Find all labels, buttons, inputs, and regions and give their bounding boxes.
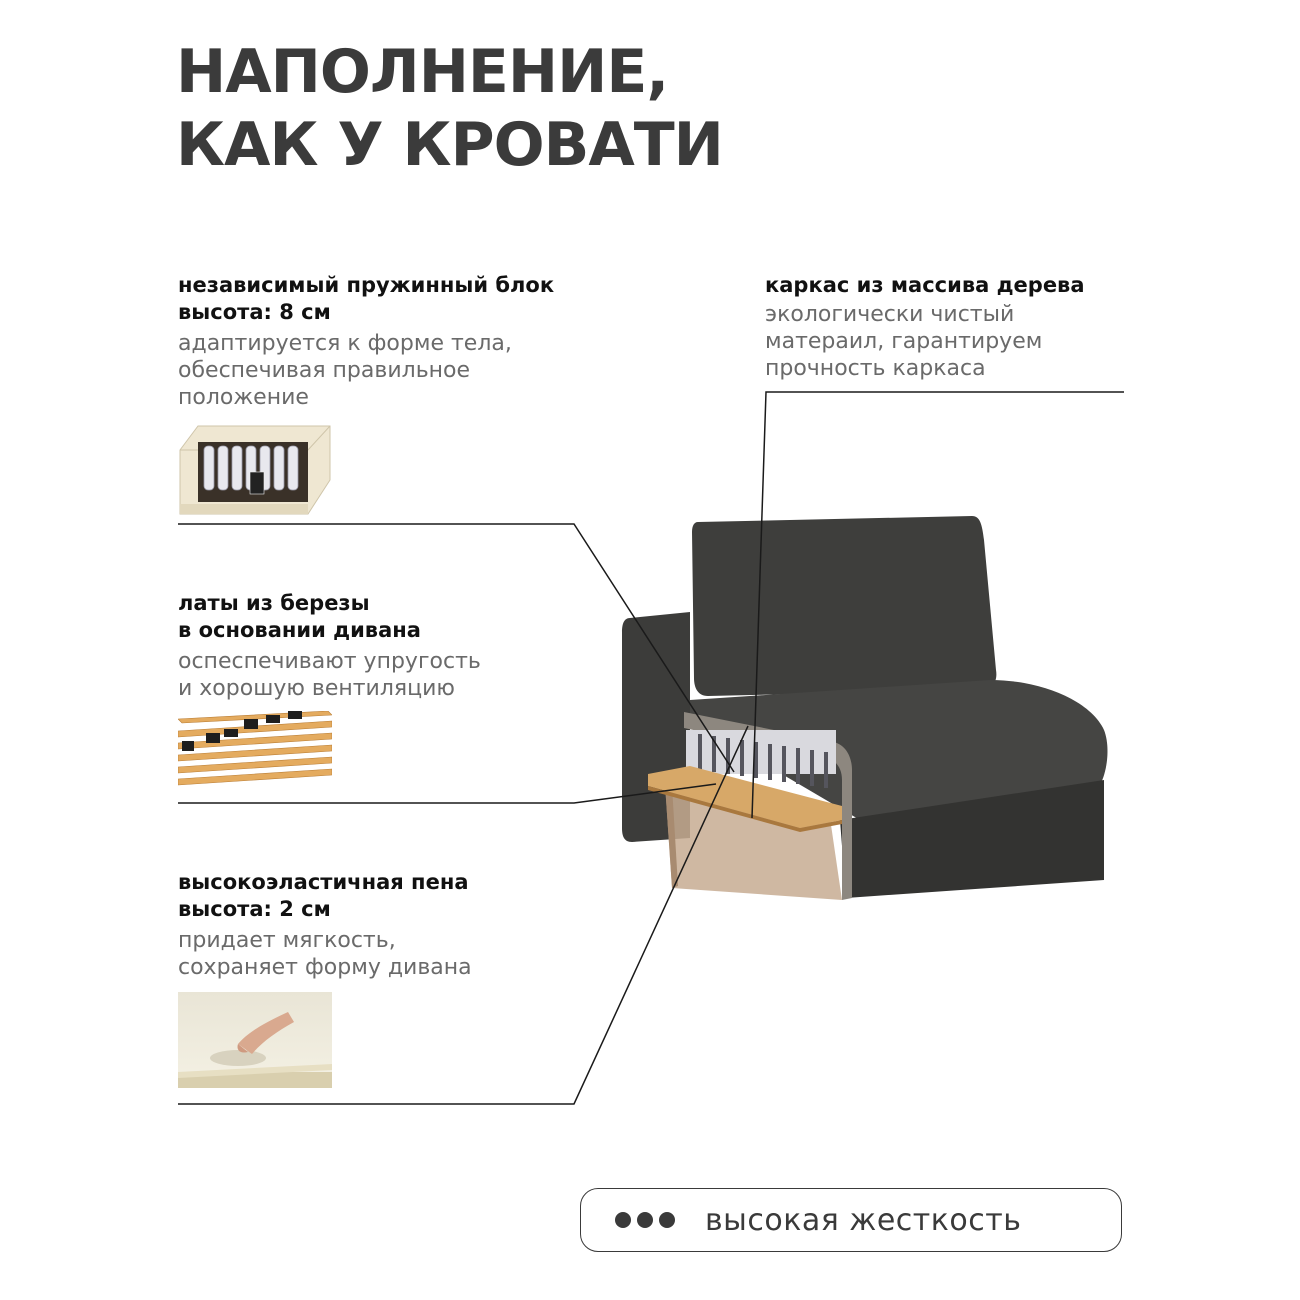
feature-heading: латы из березы bbox=[178, 591, 370, 615]
stiffness-dot bbox=[615, 1212, 631, 1228]
stiffness-label: высокая жесткость bbox=[705, 1202, 1022, 1238]
feature-birch-slats bbox=[178, 590, 481, 702]
slats-thumbnail bbox=[178, 711, 332, 787]
feature-spring-block bbox=[178, 272, 554, 411]
feature-description: сохраняет форму дивана bbox=[178, 955, 472, 980]
feature-height: высота: 8 см bbox=[178, 300, 331, 324]
feature-description: положение bbox=[178, 385, 309, 410]
feature-description: матераил, гарантируем bbox=[765, 329, 1043, 354]
stiffness-badge bbox=[580, 1188, 1122, 1252]
feature-description: экологически чистый bbox=[765, 302, 1015, 327]
title-line-1: НАПОЛНЕНИЕ, bbox=[176, 37, 669, 107]
feature-heading: в основании дивана bbox=[178, 618, 421, 642]
feature-heading: каркас из массива дерева bbox=[765, 273, 1085, 297]
feature-description: и хорошую вентиляцию bbox=[178, 676, 455, 701]
feature-description: адаптируется к форме тела, bbox=[178, 331, 512, 356]
feature-description: оспеспечивают упругость bbox=[178, 649, 481, 674]
feature-heading: высокоэластичная пена bbox=[178, 870, 469, 894]
feature-wood-frame bbox=[765, 272, 1085, 382]
feature-description: обеспечивая правильное bbox=[178, 358, 471, 383]
feature-height: высота: 2 см bbox=[178, 897, 331, 921]
feature-heading: независимый пружинный блок bbox=[178, 273, 555, 297]
title-line-2: КАК У КРОВАТИ bbox=[176, 110, 723, 180]
stiffness-dot bbox=[637, 1212, 653, 1228]
feature-foam bbox=[178, 869, 472, 981]
foam-hand-thumbnail bbox=[178, 992, 332, 1088]
feature-description: прочность каркаса bbox=[765, 356, 986, 381]
feature-description: придает мягкость, bbox=[178, 928, 396, 953]
page-title bbox=[176, 36, 723, 182]
stiffness-level-dots bbox=[615, 1212, 675, 1228]
stiffness-dot bbox=[659, 1212, 675, 1228]
spring-block-thumbnail bbox=[178, 420, 332, 518]
